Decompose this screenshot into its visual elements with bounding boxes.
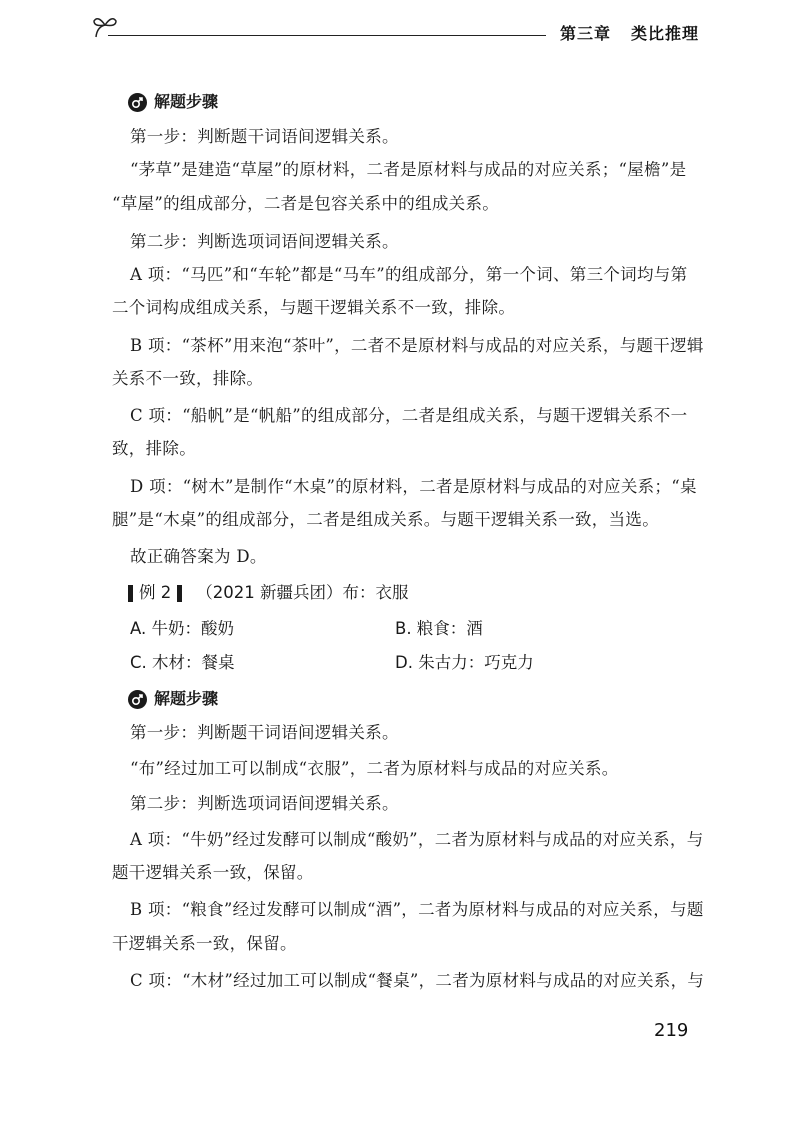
text-line: 第一步：判断题干词语间逻辑关系。: [130, 723, 399, 742]
solution-steps-title: 解题步骤: [154, 92, 219, 111]
text-line: 题干逻辑关系一致，保留。: [112, 863, 314, 882]
text-line: “布”经过加工可以制成“衣服”，二者为原材料与成品的对应关系。: [130, 759, 619, 778]
text-line: “茅草”是建造“草屋”的原材料，二者是原材料与成品的对应关系；“屋檐”是: [130, 160, 687, 179]
option-d: D. 朱古力：巧克力: [395, 653, 534, 672]
example-label: 例 2: [139, 583, 172, 602]
text-line: B 项：“茶杯”用来泡“茶叶”，二者不是原材料与成品的对应关系，与题干逻辑: [130, 336, 704, 355]
text-line: 干逻辑关系一致，保留。: [112, 934, 297, 953]
text-line: C 项：“船帆”是“帆船”的组成部分，二者是组成关系，与题干逻辑关系不一: [130, 406, 688, 425]
text-line: 第二步：判断选项词语间逻辑关系。: [130, 794, 399, 813]
text-line: D 项：“树木”是制作“木桌”的原材料，二者是原材料与成品的对应关系；“桌: [130, 477, 697, 496]
text-line: A 项：“牛奶”经过发酵可以制成“酸奶”，二者为原材料与成品的对应关系，与: [130, 830, 704, 849]
solution-steps-icon: [128, 690, 147, 709]
option-c: C. 木材：餐桌: [130, 653, 235, 672]
running-header: [0, 0, 800, 60]
text-line: 腿”是“木桌”的组成部分，二者是组成关系。与题干逻辑关系一致，当选。: [112, 510, 660, 529]
text-line: A 项：“马匹”和“车轮”都是“马车”的组成部分，第一个词、第三个词均与第: [130, 265, 688, 284]
solution-steps-icon: [128, 93, 147, 112]
example-source: （2021 新疆兵团）布：衣服: [196, 583, 409, 602]
header-rule: [108, 35, 546, 36]
text-line: 二个词构成组成关系，与题干逻辑关系不一致，排除。: [112, 298, 516, 317]
text-line: 第一步：判断题干词语间逻辑关系。: [130, 127, 399, 146]
example-bar-left: [128, 585, 133, 602]
solution-steps-title: 解题步骤: [154, 689, 219, 708]
chapter-number: 第三章: [560, 24, 612, 43]
answer-line: 故正确答案为 D。: [130, 547, 267, 566]
text-line: “草屋”的组成部分，二者是包容关系中的组成关系。: [112, 194, 500, 213]
solution-steps-heading: [128, 688, 218, 710]
example-question: [128, 582, 409, 604]
page-number: 219: [654, 1020, 689, 1041]
chapter-name: 类比推理: [631, 24, 700, 43]
text-line: 致，排除。: [112, 439, 196, 458]
text-line: B 项：“粮食”经过发酵可以制成“酒”，二者为原材料与成品的对应关系，与题: [130, 900, 704, 919]
text-line: C 项：“木材”经过加工可以制成“餐桌”，二者为原材料与成品的对应关系，与: [130, 971, 705, 990]
option-b: B. 粮食：酒: [395, 619, 483, 638]
text-line: 第二步：判断选项词语间逻辑关系。: [130, 232, 399, 251]
chapter-title: [560, 21, 699, 44]
solution-steps-heading: [128, 91, 218, 113]
example-bar-right: [177, 585, 182, 602]
text-line: 关系不一致，排除。: [112, 369, 264, 388]
option-a: A. 牛奶：酸奶: [130, 619, 234, 638]
